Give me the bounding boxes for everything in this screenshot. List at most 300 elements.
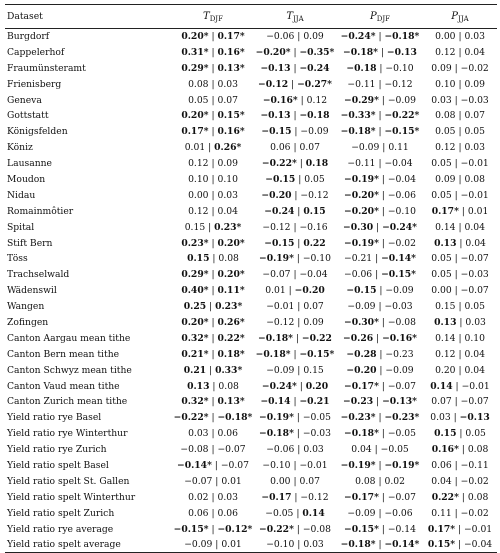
value-cell <box>173 156 253 172</box>
value-cell <box>173 44 253 60</box>
value-cell <box>337 315 423 331</box>
table-row <box>5 521 497 537</box>
value-first: 0.03 <box>431 94 452 106</box>
header-p-djf <box>337 5 423 29</box>
value-second: −0.09 <box>300 126 329 138</box>
value-cell <box>337 458 423 474</box>
dataset-name: Moudon <box>7 173 46 185</box>
value-cell <box>253 92 337 108</box>
value-cell <box>253 283 337 299</box>
value-cell <box>423 235 497 251</box>
value-second: −0.24 <box>299 62 330 74</box>
value-first: −0.15 <box>261 126 292 138</box>
value-cell <box>423 92 497 108</box>
value-second: 0.17* <box>217 31 245 43</box>
value-cell <box>423 410 497 426</box>
value-first: −0.20* <box>344 205 379 217</box>
value-first: −0.12 <box>262 221 291 233</box>
value-cell <box>337 537 423 553</box>
dataset-name: Nidau <box>7 189 36 201</box>
dataset-name: Lausanne <box>7 158 52 170</box>
value-cell <box>423 29 497 45</box>
value-second: −0.20 <box>294 285 325 297</box>
value-second: 0.02 <box>384 475 405 487</box>
dataset-name: Yield ratio rye Zurich <box>7 444 107 456</box>
value-first: 0.07 <box>431 396 452 408</box>
value-separator: | <box>379 142 389 154</box>
value-second: 0.04 <box>465 237 486 249</box>
value-first: −0.09 <box>184 539 213 551</box>
value-cell <box>173 299 253 315</box>
value-separator: | <box>212 475 222 487</box>
value-second: 0.18* <box>217 348 245 360</box>
value-second: −0.23 <box>385 348 414 360</box>
value-first: 0.00 <box>270 475 291 487</box>
value-first: 0.13 <box>187 380 210 392</box>
value-cell <box>423 156 497 172</box>
value-separator: | <box>212 539 222 551</box>
value-separator: | <box>288 78 298 90</box>
value-cell <box>337 426 423 442</box>
value-separator: | <box>455 173 465 185</box>
table-row <box>5 124 497 140</box>
value-first: 0.12 <box>188 205 209 217</box>
value-first: −0.22* <box>261 158 297 170</box>
value-first: −0.24* <box>261 380 297 392</box>
value-separator: | <box>211 459 221 471</box>
value-first: −0.18* <box>340 126 376 138</box>
value-second: −0.05 <box>302 412 331 424</box>
value-separator: | <box>373 332 383 344</box>
value-first: −0.17* <box>344 380 379 392</box>
value-first: 0.00 <box>188 189 209 201</box>
value-first: 0.08 <box>188 78 209 90</box>
value-separator: | <box>455 221 465 233</box>
value-second: −0.14 <box>387 523 416 535</box>
value-cell <box>337 76 423 92</box>
value-cell <box>173 140 253 156</box>
value-separator: | <box>206 364 216 376</box>
value-separator: | <box>378 316 388 328</box>
value-second: −0.23* <box>384 412 420 424</box>
value-cell <box>337 299 423 315</box>
value-second: −0.07 <box>217 444 246 456</box>
value-cell <box>423 299 497 315</box>
value-cell <box>337 187 423 203</box>
value-second: 0.01 <box>221 475 242 487</box>
value-cell <box>253 76 337 92</box>
value-first: 0.15 <box>434 428 457 440</box>
value-second: 0.07 <box>217 94 238 106</box>
value-first: −0.15* <box>344 523 379 535</box>
value-second: −0.13* <box>382 396 417 408</box>
value-cell <box>337 505 423 521</box>
value-second: −0.05 <box>380 444 409 456</box>
value-second: −0.04 <box>299 269 328 281</box>
value-separator: | <box>290 396 300 408</box>
value-separator: | <box>290 110 300 122</box>
value-cell <box>173 521 253 537</box>
value-second: 0.23* <box>215 301 243 313</box>
value-separator: | <box>378 428 388 440</box>
value-first: 0.08 <box>435 110 456 122</box>
value-cell <box>173 235 253 251</box>
value-second: −0.27* <box>297 78 332 90</box>
value-first: 0.04 <box>431 475 452 487</box>
value-second: −0.14* <box>381 253 416 265</box>
value-first: 0.00 <box>431 285 452 297</box>
value-first: 0.15 <box>435 301 456 313</box>
correlation-table <box>5 4 497 553</box>
value-second: 0.10 <box>464 332 485 344</box>
value-second: −0.14* <box>384 539 420 551</box>
value-first: −0.30 <box>343 221 374 233</box>
value-first: 0.14 <box>435 332 456 344</box>
dataset-name: Yield ratio spelt Basel <box>7 459 109 471</box>
value-separator: | <box>209 253 219 265</box>
value-first: −0.18* <box>258 332 293 344</box>
value-first: −0.06 <box>266 31 295 43</box>
value-separator: | <box>378 237 388 249</box>
value-separator: | <box>451 189 461 201</box>
value-separator: | <box>455 126 465 138</box>
value-first: 0.31* <box>181 46 209 58</box>
value-separator: | <box>295 173 305 185</box>
table-row <box>5 76 497 92</box>
dataset-name: Canton Zurich mean tithe <box>7 396 128 408</box>
value-first: −0.19* <box>259 253 294 265</box>
value-separator: | <box>208 507 218 519</box>
value-separator: | <box>296 158 306 170</box>
value-separator: | <box>294 237 304 249</box>
dataset-name: Köniz <box>7 142 33 154</box>
value-separator: | <box>375 475 385 487</box>
value-first: 0.20* <box>181 316 209 328</box>
value-first: −0.01 <box>266 301 295 313</box>
value-second: 0.05 <box>464 301 485 313</box>
value-second: 0.13* <box>217 396 245 408</box>
value-first: −0.09 <box>347 507 376 519</box>
value-separator: | <box>371 444 381 456</box>
value-separator: | <box>377 46 387 58</box>
value-first: −0.18 <box>346 62 377 74</box>
value-first: 0.15* <box>427 539 456 551</box>
value-first: 0.04 <box>351 444 372 456</box>
value-cell <box>423 140 497 156</box>
value-first: 0.29* <box>181 269 209 281</box>
value-second: −0.02 <box>460 507 489 519</box>
value-separator: | <box>294 31 304 43</box>
value-cell <box>173 219 253 235</box>
value-second: −0.03 <box>460 94 489 106</box>
value-second: −0.07 <box>460 396 489 408</box>
value-cell <box>423 346 497 362</box>
value-second: −0.15* <box>381 269 416 281</box>
value-separator: | <box>291 189 301 201</box>
value-first: −0.26 <box>343 332 374 344</box>
value-first: 0.17* <box>431 205 459 217</box>
value-separator: | <box>372 253 382 265</box>
value-second: −0.02 <box>460 475 489 487</box>
value-first: −0.20* <box>344 189 379 201</box>
value-cell <box>423 219 497 235</box>
value-cell <box>337 108 423 124</box>
value-separator: | <box>450 412 460 424</box>
value-separator: | <box>378 189 388 201</box>
value-separator: | <box>291 126 301 138</box>
value-cell <box>423 187 497 203</box>
table-row <box>5 362 497 378</box>
value-separator: | <box>455 78 465 90</box>
dataset-name: Canton Schwyz mean tithe <box>7 364 132 376</box>
value-second: 0.03 <box>217 78 238 90</box>
value-first: −0.15* <box>173 523 209 535</box>
dataset-name: Burgdorf <box>7 31 50 43</box>
value-first: −0.09 <box>266 364 295 376</box>
value-cell <box>253 489 337 505</box>
value-second: −0.09 <box>385 285 414 297</box>
table-row <box>5 267 497 283</box>
value-separator: | <box>292 332 302 344</box>
value-separator: | <box>294 539 304 551</box>
value-second: 0.05 <box>464 126 485 138</box>
value-separator: | <box>458 491 468 503</box>
value-cell <box>173 346 253 362</box>
value-second: 0.22 <box>303 237 326 249</box>
value-second: −0.07 <box>387 491 416 503</box>
value-first: 0.05 <box>431 269 452 281</box>
value-second: −0.12 <box>384 78 413 90</box>
value-cell <box>423 108 497 124</box>
value-second: 0.08 <box>218 253 239 265</box>
value-separator: | <box>290 142 300 154</box>
value-cell <box>253 124 337 140</box>
table-row <box>5 44 497 60</box>
value-first: 0.08 <box>355 475 376 487</box>
dataset-name: Romainmôtier <box>7 205 74 217</box>
value-cell <box>253 378 337 394</box>
table-row <box>5 537 497 553</box>
value-separator: | <box>290 459 300 471</box>
value-separator: | <box>456 237 466 249</box>
value-cell <box>337 219 423 235</box>
value-separator: | <box>208 158 218 170</box>
value-separator: | <box>208 412 218 424</box>
value-first: 0.05 <box>188 94 209 106</box>
value-cell <box>423 537 497 553</box>
value-cell <box>173 283 253 299</box>
value-second: 0.14 <box>302 507 325 519</box>
value-cell <box>253 505 337 521</box>
dataset-name: Cappelerhof <box>7 46 65 58</box>
value-separator: | <box>208 348 218 360</box>
value-separator: | <box>205 221 215 233</box>
value-first: 0.05 <box>431 158 452 170</box>
value-first: 0.05 <box>435 126 456 138</box>
value-second: −0.01 <box>299 459 328 471</box>
value-first: −0.14* <box>177 459 212 471</box>
value-cell <box>423 203 497 219</box>
dataset-name: Fraumünsteramt <box>7 62 86 74</box>
value-first: 0.15 <box>187 253 210 265</box>
value-first: −0.07 <box>262 269 291 281</box>
value-cell <box>337 235 423 251</box>
value-cell <box>173 172 253 188</box>
value-separator: | <box>458 205 468 217</box>
value-cell <box>253 537 337 553</box>
dataset-name: Yield ratio spelt Zurich <box>7 507 115 519</box>
value-first: 0.01 <box>265 285 286 297</box>
dataset-name: Gottstatt <box>7 110 49 122</box>
value-second: 0.15* <box>217 110 245 122</box>
value-separator: | <box>294 205 304 217</box>
value-first: 0.12 <box>435 142 456 154</box>
value-second: 0.13* <box>217 62 245 74</box>
value-second: −0.04 <box>387 173 416 185</box>
value-first: −0.11 <box>347 158 376 170</box>
value-cell <box>173 426 253 442</box>
value-separator: | <box>451 94 461 106</box>
value-separator: | <box>375 126 385 138</box>
value-cell <box>173 410 253 426</box>
table-row <box>5 108 497 124</box>
value-cell <box>337 362 423 378</box>
value-cell <box>173 187 253 203</box>
value-separator: | <box>208 523 218 535</box>
dataset-name: Yield ratio spelt St. Gallen <box>7 475 130 487</box>
value-first: 0.09 <box>435 173 456 185</box>
value-cell <box>253 473 337 489</box>
value-first: 0.02 <box>188 491 209 503</box>
value-second: 0.11* <box>217 285 245 297</box>
value-first: 0.10 <box>188 173 209 185</box>
value-separator: | <box>455 110 465 122</box>
value-first: −0.30* <box>344 316 379 328</box>
value-first: 0.20 <box>435 364 456 376</box>
table-row <box>5 489 497 505</box>
value-separator: | <box>376 285 386 297</box>
value-cell <box>253 219 337 235</box>
value-second: 0.09 <box>303 316 324 328</box>
value-cell <box>337 60 423 76</box>
value-separator: | <box>456 316 466 328</box>
value-first: −0.06 <box>344 269 373 281</box>
value-cell <box>173 537 253 553</box>
value-separator: | <box>375 459 385 471</box>
value-separator: | <box>372 269 382 281</box>
value-second: 0.08 <box>218 380 239 392</box>
value-second: 0.03 <box>303 539 324 551</box>
header-symbol: P <box>369 10 377 22</box>
value-separator: | <box>451 253 461 265</box>
value-second: −0.22 <box>301 332 332 344</box>
value-second: −0.12 <box>300 189 329 201</box>
value-separator: | <box>206 301 216 313</box>
value-cell <box>423 442 497 458</box>
table-row <box>5 60 497 76</box>
value-separator: | <box>455 364 465 376</box>
value-second: 0.03 <box>464 31 485 43</box>
value-cell <box>337 283 423 299</box>
value-cell <box>253 108 337 124</box>
value-second: −0.01 <box>460 189 489 201</box>
value-second: 0.09 <box>464 78 485 90</box>
value-first: −0.18* <box>340 539 376 551</box>
value-second: 0.04 <box>464 46 485 58</box>
table-row <box>5 251 497 267</box>
value-cell <box>173 92 253 108</box>
dataset-name: Töss <box>7 253 28 265</box>
value-first: −0.10 <box>266 539 295 551</box>
dataset-name: Yield ratio spelt Winterthur <box>7 491 136 503</box>
value-cell <box>423 330 497 346</box>
value-cell <box>337 44 423 60</box>
value-cell <box>173 442 253 458</box>
value-cell <box>337 203 423 219</box>
value-cell <box>253 172 337 188</box>
value-second: −0.02 <box>387 237 416 249</box>
value-cell <box>337 473 423 489</box>
value-first: −0.19* <box>344 173 379 185</box>
value-separator: | <box>208 491 218 503</box>
value-separator: | <box>376 348 386 360</box>
dataset-name: Canton Bern mean tithe <box>7 348 120 360</box>
value-first: −0.08 <box>180 444 209 456</box>
value-second: 0.20 <box>305 380 329 392</box>
value-separator: | <box>376 62 386 74</box>
value-separator: | <box>208 78 218 90</box>
value-first: 0.11 <box>431 507 452 519</box>
value-cell <box>173 473 253 489</box>
value-first: −0.17 <box>261 491 292 503</box>
value-cell <box>337 410 423 426</box>
value-first: −0.17* <box>344 491 379 503</box>
value-first: −0.20 <box>346 364 377 376</box>
value-cell <box>337 29 423 45</box>
value-second: −0.07 <box>220 459 249 471</box>
value-separator: | <box>455 46 465 58</box>
value-cell <box>173 378 253 394</box>
value-first: −0.15 <box>264 237 295 249</box>
value-cell <box>337 330 423 346</box>
value-separator: | <box>285 285 295 297</box>
value-first: 0.00 <box>435 31 456 43</box>
value-separator: | <box>208 46 218 58</box>
value-first: −0.28 <box>346 348 377 360</box>
dataset-name: Wädenswil <box>7 285 57 297</box>
value-cell <box>173 267 253 283</box>
value-second: −0.12* <box>217 523 253 535</box>
value-cell <box>423 267 497 283</box>
dataset-name: Zofingen <box>7 316 49 328</box>
value-separator: | <box>455 31 465 43</box>
value-cell <box>173 124 253 140</box>
value-first: −0.13 <box>260 62 291 74</box>
value-cell <box>423 124 497 140</box>
value-separator: | <box>375 412 385 424</box>
table-body <box>5 29 497 553</box>
table-row <box>5 235 497 251</box>
value-cell <box>423 172 497 188</box>
value-separator: | <box>451 396 461 408</box>
value-cell <box>337 251 423 267</box>
value-cell <box>337 346 423 362</box>
value-second: −0.08 <box>387 316 416 328</box>
value-second: −0.19* <box>384 459 420 471</box>
dataset-name: Canton Aargau mean tithe <box>7 332 131 344</box>
value-second: −0.10 <box>385 62 414 74</box>
dataset-name: Geneva <box>7 94 42 106</box>
